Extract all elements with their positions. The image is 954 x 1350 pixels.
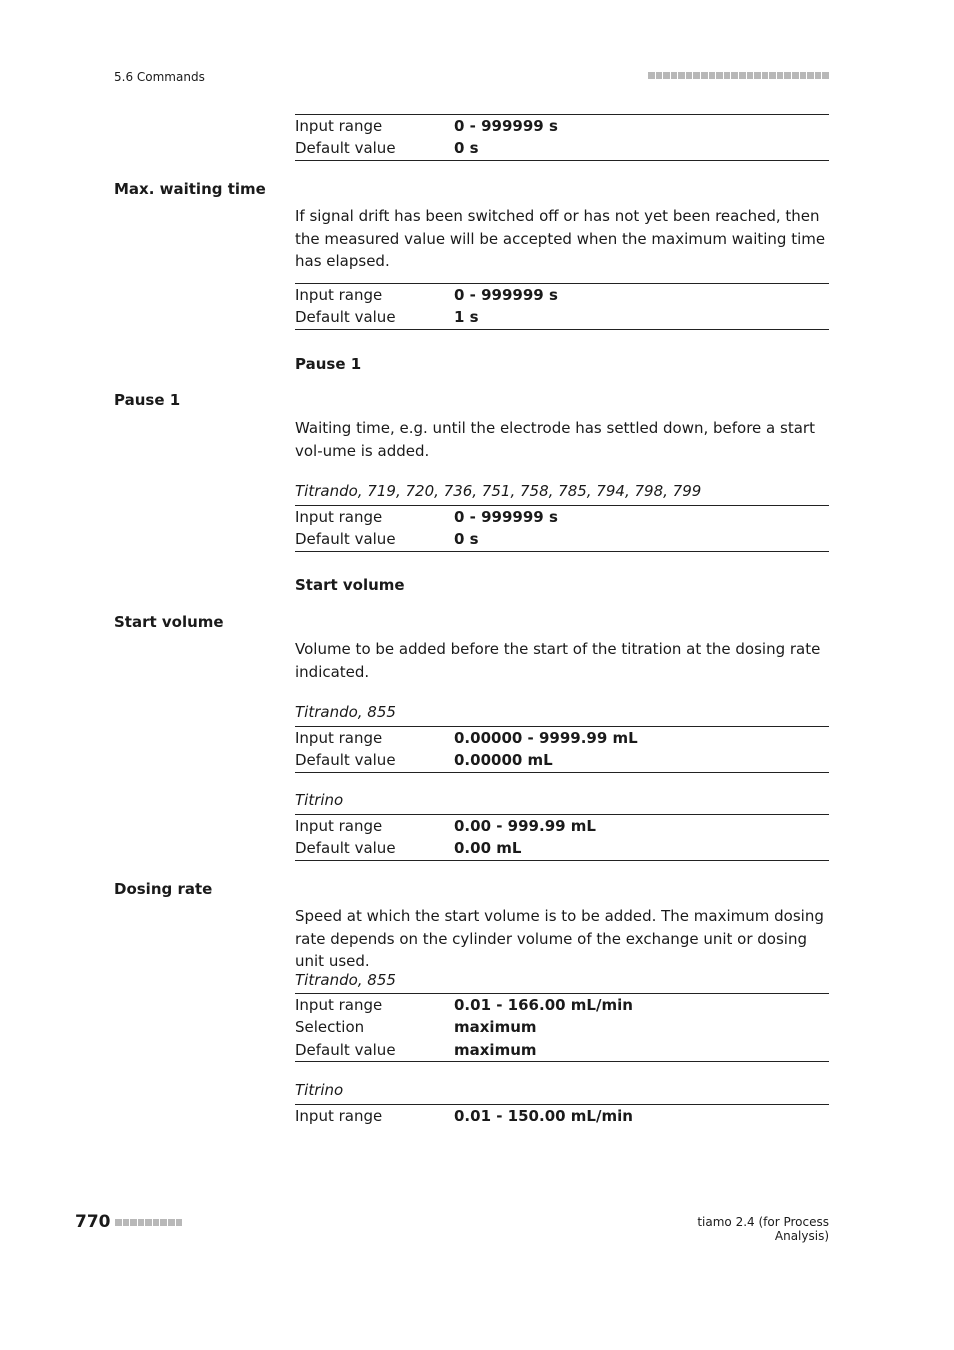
footer-product: tiamo 2.4 (for Process Analysis) [697,1215,829,1243]
table-row: Default value 0.00 mL [295,839,522,858]
dosing-rate-caption-titrino: Titrino [295,1081,344,1099]
subheading-start-volume: Start volume [295,576,405,594]
param-table-7 [295,1104,829,1127]
table-row: Selection maximum [295,1018,537,1037]
running-header-section: 5.6 Commands [114,70,205,84]
heading-dosing-rate: Dosing rate [114,880,213,898]
dosing-rate-description: Speed at which the start volume is to be added. The maximum dosing rate depends on the cylinder volume of the exchange unit or dosing unit used. [295,907,824,970]
heading-pause-1: Pause 1 [114,391,181,409]
table-row: Default value 1 s [295,308,479,327]
param-table-5 [295,814,829,861]
param-table-1 [295,114,829,161]
subheading-pause-1: Pause 1 [295,355,362,373]
footer-decoration [115,1219,182,1226]
param-table-6 [295,993,829,1062]
table-row: Input range 0.00000 - 9999.99 mL [295,729,638,748]
table-row: Input range 0 - 999999 s [295,508,558,527]
start-volume-caption-titrino: Titrino [295,791,344,809]
pause-1-caption: Titrando, 719, 720, 736, 751, 758, 785, 794, 798, 799 [295,482,702,500]
table-row: Default value 0 s [295,530,479,549]
param-table-2 [295,283,829,330]
start-volume-caption-titrando: Titrando, 855 [295,703,396,721]
table-row: Input range 0.01 - 150.00 mL/min [295,1107,633,1126]
table-row: Default value maximum [295,1040,537,1059]
table-row: Input range 0 - 999999 s [295,117,558,136]
param-table-4 [295,726,829,773]
table-row: Input range 0.01 - 166.00 mL/min [295,996,633,1015]
table-row: Input range 0.00 - 999.99 mL [295,817,596,836]
table-row: Input range 0 - 999999 s [295,286,558,305]
table-row: Default value 0 s [295,139,479,158]
table-row: Default value 0.00000 mL [295,751,553,770]
header-decoration [648,72,829,79]
max-waiting-time-description: If signal drift has been switched off or has not yet been reached, then the measured value will be accepted when the maximum waiting time has elapsed. [295,207,826,270]
heading-start-volume: Start volume [114,613,224,631]
pause-1-description: Waiting time, e.g. until the electrode has settled down, before a start vol-ume is added. [295,419,815,460]
param-table-3 [295,505,829,552]
dosing-rate-caption-titrando: Titrando, 855 [295,971,396,989]
start-volume-description: Volume to be added before the start of the titration at the dosing rate indicated. [295,640,821,681]
page-number: 770 [75,1212,111,1232]
heading-max-waiting-time: Max. waiting time [114,180,266,198]
